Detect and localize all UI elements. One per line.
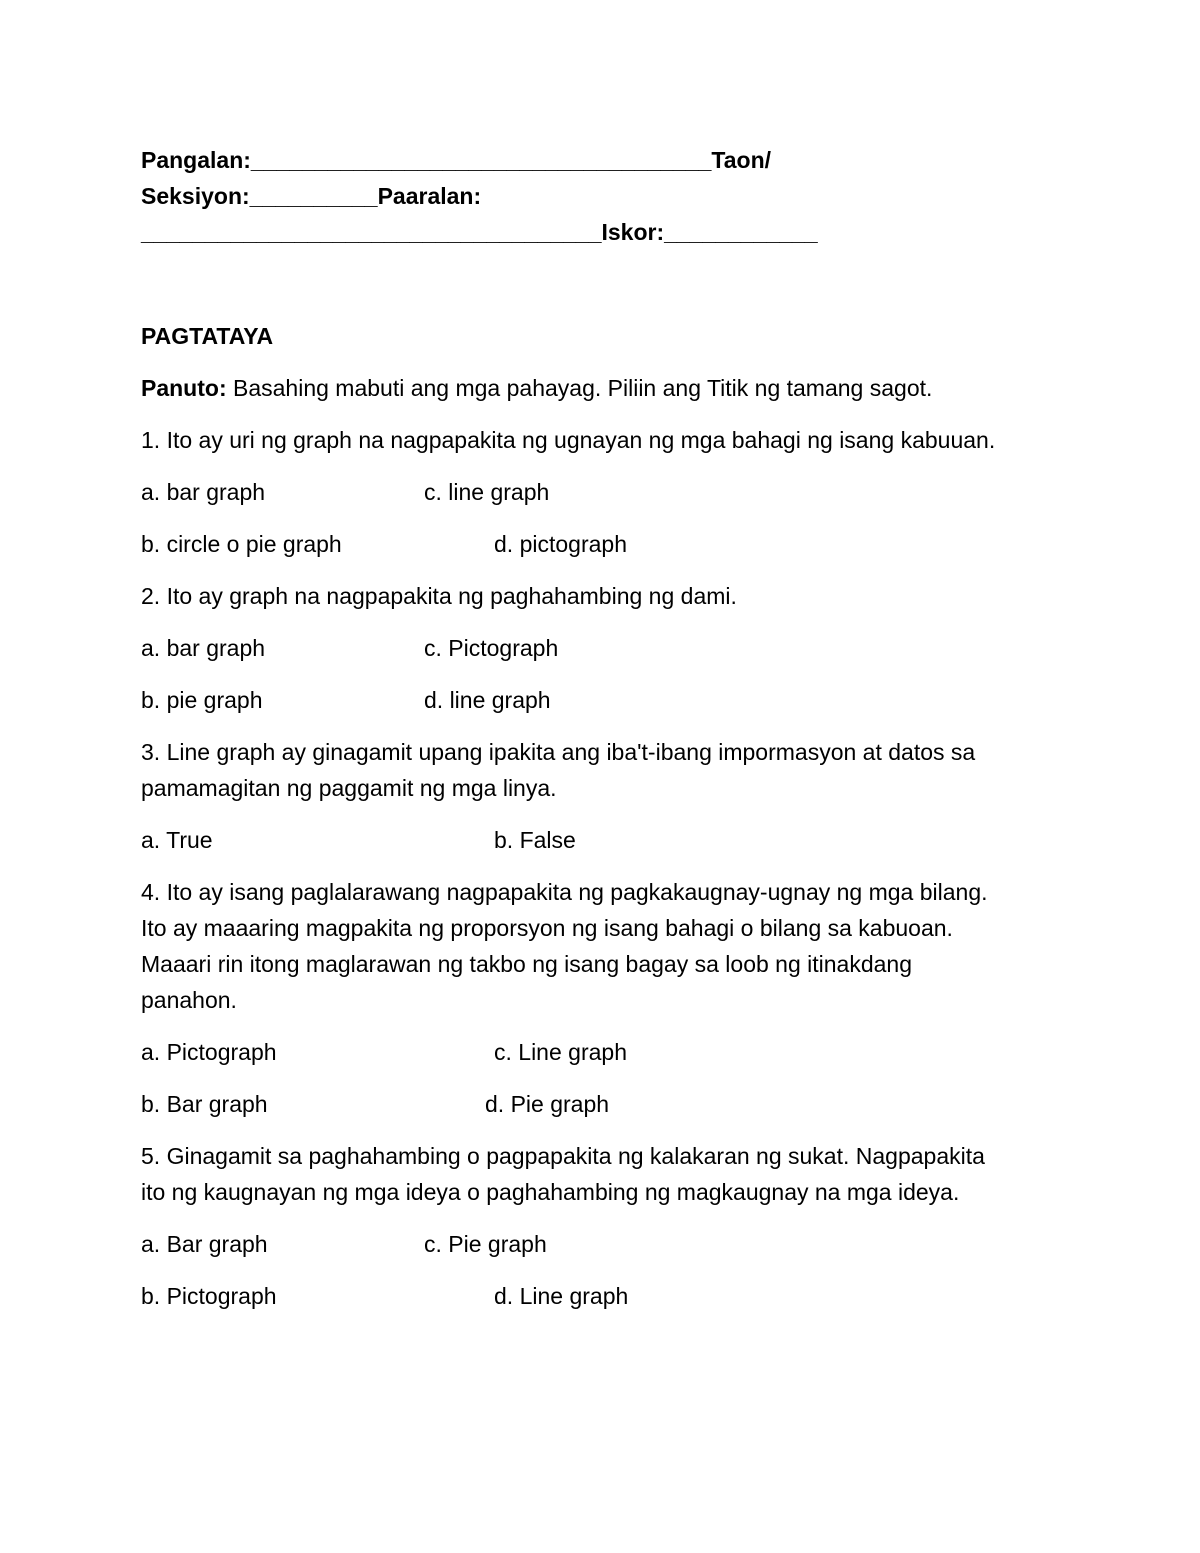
question-4-line-2: Ito ay maaaring magpakita ng proporsyon ng isang bahagi o bilang sa kabuoan. [141, 915, 953, 941]
instructions-text: Basahing mabuti ang mga pahayag. Piliin ang Titik ng tamang sagot. [226, 375, 933, 401]
q5-option-b: b. Pictograph [141, 1283, 277, 1309]
question-2: 2. Ito ay graph na nagpapakita ng paghahambing ng dami. [141, 583, 737, 609]
question-1: 1. Ito ay uri ng graph na nagpapakita ng ugnayan ng mga bahagi ng isang kabuuan. [141, 427, 996, 453]
question-5-line-2: ito ng kaugnayan ng mga ideya o paghahambing ng magkaugnay na mga ideya. [141, 1179, 960, 1205]
q2-option-d: d. line graph [424, 687, 551, 713]
section-school-field: Seksiyon:__________Paaralan: [141, 183, 482, 209]
q4-option-a: a. Pictograph [141, 1039, 277, 1065]
instructions [141, 370, 932, 406]
q1-option-c: c. line graph [424, 479, 550, 505]
q2-option-a: a. bar graph [141, 635, 266, 661]
q3-option-a: a. True [141, 827, 213, 853]
section-title: PAGTATAYA [141, 323, 274, 349]
question-4-line-1: 4. Ito ay isang paglalarawang nagpapakita ng pagkakaugnay-ugnay ng mga bilang. [141, 879, 988, 905]
q4-option-d: d. Pie graph [485, 1091, 610, 1117]
q1-option-d: d. pictograph [494, 531, 627, 557]
question-4-line-4: panahon. [141, 987, 237, 1013]
q5-option-c: c. Pie graph [424, 1231, 547, 1257]
q2-option-c: c. Pictograph [424, 635, 559, 661]
q3-option-b: b. False [494, 827, 576, 853]
name-year-field: Pangalan:____________________________________Taon/ [141, 147, 772, 173]
instructions-label: Panuto: [141, 375, 227, 401]
q4-option-c: c. Line graph [494, 1039, 627, 1065]
q5-option-a: a. Bar graph [141, 1231, 268, 1257]
question-3-line-2: pamamagitan ng paggamit ng mga linya. [141, 775, 557, 801]
school-score-field: ____________________________________Iskor:____________ [141, 219, 818, 245]
q1-option-a: a. bar graph [141, 479, 266, 505]
q5-option-d: d. Line graph [494, 1283, 629, 1309]
q1-option-b: b. circle o pie graph [141, 531, 342, 557]
q2-option-b: b. pie graph [141, 687, 263, 713]
question-4-line-3: Maaari rin itong maglarawan ng takbo ng isang bagay sa loob ng itinakdang [141, 951, 913, 977]
question-3-line-1: 3. Line graph ay ginagamit upang ipakita ang iba't-ibang impormasyon at datos sa [141, 739, 976, 765]
q4-option-b: b. Bar graph [141, 1091, 268, 1117]
question-5-line-1: 5. Ginagamit sa paghahambing o pagpapakita ng kalakaran ng sukat. Nagpapakita [141, 1143, 985, 1169]
